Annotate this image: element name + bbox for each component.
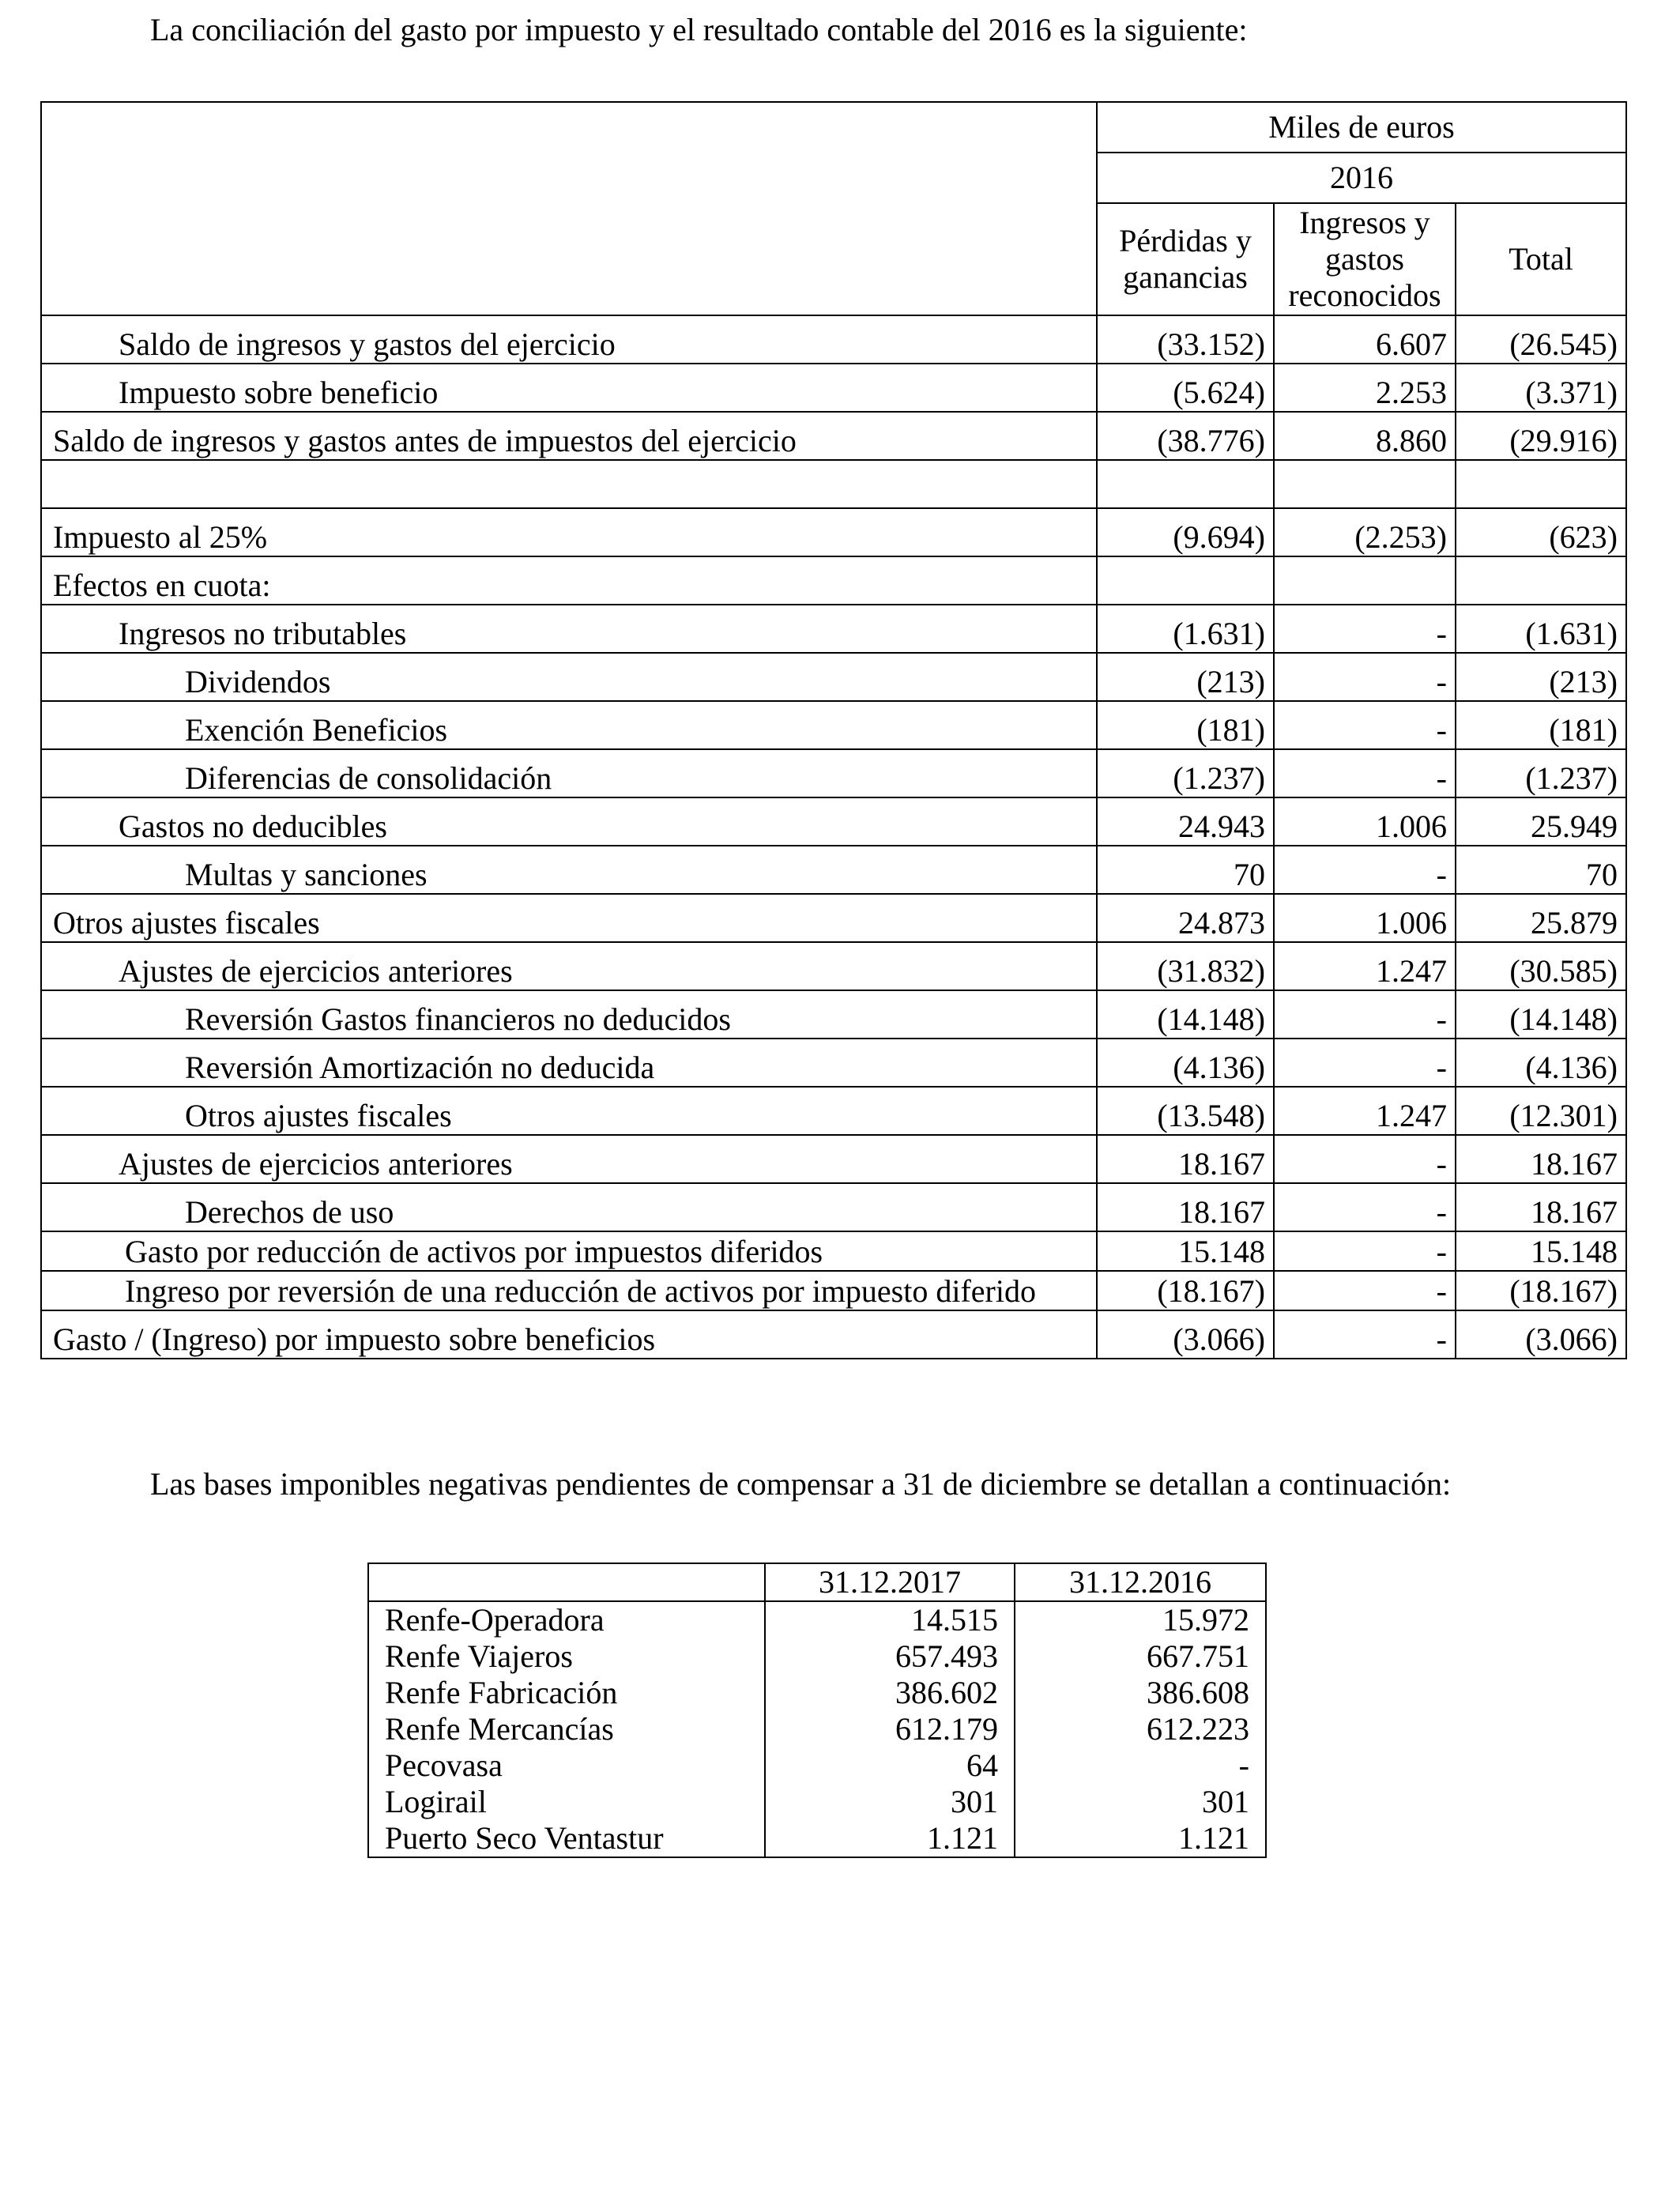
table-row: [41, 1183, 1626, 1231]
cell-total: 18.167: [1456, 1135, 1626, 1183]
table-row: [368, 1820, 1266, 1857]
cell-pg: 18.167: [1097, 1135, 1274, 1183]
row-label: Efectos en cuota:: [41, 556, 1097, 605]
row-label: Renfe Mercancías: [368, 1711, 765, 1747]
row-label: Renfe-Operadora: [368, 1601, 765, 1638]
cell-pg: (33.152): [1097, 315, 1274, 364]
cell-total: 15.148: [1456, 1231, 1626, 1271]
table-row: [41, 412, 1626, 460]
table-row: [368, 1711, 1266, 1747]
cell-pg: (3.066): [1097, 1310, 1274, 1359]
row-label: Saldo de ingresos y gastos del ejercicio: [41, 315, 1097, 364]
cell-pg: (1.631): [1097, 605, 1274, 653]
tax-reconciliation-table: [40, 101, 1627, 1359]
row-label: Renfe Viajeros: [368, 1638, 765, 1675]
table-row-empty: [41, 460, 1626, 508]
intro2-text: Las bases imponibles negativas pendientes de compensar a 31 de diciembre se detallan a continuación:: [150, 1466, 1452, 1502]
table-row: [368, 1747, 1266, 1784]
cell-total: (26.545): [1456, 315, 1626, 364]
cell-pg: 15.148: [1097, 1231, 1274, 1271]
cell-total: (181): [1456, 701, 1626, 749]
cell-total: 70: [1456, 846, 1626, 894]
cell-pg: (213): [1097, 653, 1274, 701]
cell-total: (14.148): [1456, 990, 1626, 1039]
cell-2016: 612.223: [1015, 1711, 1266, 1747]
cell-igr: 1.247: [1274, 942, 1456, 990]
cell-igr: -: [1274, 1183, 1456, 1231]
cell-igr: -: [1274, 1135, 1456, 1183]
row-label: Otros ajustes fiscales: [41, 1087, 1097, 1135]
cell-2017: 657.493: [765, 1638, 1015, 1675]
table-row: [41, 1310, 1626, 1359]
table-row: [41, 846, 1626, 894]
cell-igr: 6.607: [1274, 315, 1456, 364]
header-corner: [368, 1563, 765, 1601]
cell-igr: -: [1274, 1039, 1456, 1087]
cell-2016: -: [1015, 1747, 1266, 1784]
table-row: [41, 556, 1626, 605]
cell-pg: 24.873: [1097, 894, 1274, 942]
cell-total: 25.879: [1456, 894, 1626, 942]
row-label: Reversión Amortización no deducida: [41, 1039, 1097, 1087]
table-row: [368, 1638, 1266, 1675]
row-label: Logirail: [368, 1784, 765, 1820]
table-row: [41, 508, 1626, 556]
cell-2017: 386.602: [765, 1675, 1015, 1711]
cell-pg: 18.167: [1097, 1183, 1274, 1231]
table-row: [41, 1087, 1626, 1135]
cell-total: (213): [1456, 653, 1626, 701]
header-corner: [41, 102, 1097, 315]
header-year: 2016: [1097, 153, 1626, 203]
cell-total: (3.371): [1456, 364, 1626, 412]
row-label: Pecovasa: [368, 1747, 765, 1784]
cell-igr: -: [1274, 749, 1456, 797]
cell-igr: 1.247: [1274, 1087, 1456, 1135]
table-row: [41, 653, 1626, 701]
row-label: Derechos de uso: [41, 1183, 1097, 1231]
cell-igr: -: [1274, 1231, 1456, 1271]
row-label: Puerto Seco Ventastur: [368, 1820, 765, 1857]
row-label: Ajustes de ejercicios anteriores: [41, 942, 1097, 990]
row-label: Ingreso por reversión de una reducción de activos por impuesto diferido: [41, 1271, 1097, 1310]
cell-total: (4.136): [1456, 1039, 1626, 1087]
cell-2017: 301: [765, 1784, 1015, 1820]
cell-2016: 1.121: [1015, 1820, 1266, 1857]
cell-2016: 15.972: [1015, 1601, 1266, 1638]
row-label: Ingresos no tributables: [41, 605, 1097, 653]
col-header-2016: 31.12.2016: [1015, 1563, 1266, 1601]
intro-text: La conciliación del gasto por impuesto y el resultado contable del 2016 es la siguiente:: [150, 12, 1248, 47]
row-label: Reversión Gastos financieros no deducidos: [41, 990, 1097, 1039]
row-label: Impuesto sobre beneficio: [41, 364, 1097, 412]
cell-igr: -: [1274, 1310, 1456, 1359]
cell-2017: 64: [765, 1747, 1015, 1784]
cell-2017: 14.515: [765, 1601, 1015, 1638]
row-label: Diferencias de consolidación: [41, 749, 1097, 797]
table-row: [41, 605, 1626, 653]
cell-pg: (14.148): [1097, 990, 1274, 1039]
cell-total: (12.301): [1456, 1087, 1626, 1135]
cell-pg: (181): [1097, 701, 1274, 749]
table-row: [41, 797, 1626, 846]
cell-total: 25.949: [1456, 797, 1626, 846]
cell-igr: 1.006: [1274, 797, 1456, 846]
cell-igr: [1274, 460, 1456, 508]
col-header-total: Total: [1456, 203, 1626, 315]
table-row: [41, 1135, 1626, 1183]
cell-igr: -: [1274, 653, 1456, 701]
row-label: Exención Beneficios: [41, 701, 1097, 749]
table-row: [41, 990, 1626, 1039]
cell-total: (3.066): [1456, 1310, 1626, 1359]
row-label: Renfe Fabricación: [368, 1675, 765, 1711]
cell-pg: (1.237): [1097, 749, 1274, 797]
table-row: [41, 1231, 1626, 1271]
cell-total: (29.916): [1456, 412, 1626, 460]
cell-pg: (18.167): [1097, 1271, 1274, 1310]
cell-total: (623): [1456, 508, 1626, 556]
cell-pg: (5.624): [1097, 364, 1274, 412]
cell-igr: (2.253): [1274, 508, 1456, 556]
table-row: [41, 1271, 1626, 1310]
table-row: [41, 894, 1626, 942]
cell-igr: 1.006: [1274, 894, 1456, 942]
cell-total: (18.167): [1456, 1271, 1626, 1310]
cell-igr: -: [1274, 990, 1456, 1039]
table-row: [368, 1675, 1266, 1711]
row-label: Otros ajustes fiscales: [41, 894, 1097, 942]
cell-total: [1456, 460, 1626, 508]
row-label: Ajustes de ejercicios anteriores: [41, 1135, 1097, 1183]
cell-total: [1456, 556, 1626, 605]
cell-igr: -: [1274, 605, 1456, 653]
cell-pg: 24.943: [1097, 797, 1274, 846]
cell-2016: 667.751: [1015, 1638, 1266, 1675]
row-label: Multas y sanciones: [41, 846, 1097, 894]
cell-pg: (31.832): [1097, 942, 1274, 990]
cell-total: 18.167: [1456, 1183, 1626, 1231]
tax-loss-carryforward-table: [367, 1563, 1267, 1858]
table-row: [368, 1784, 1266, 1820]
cell-pg: (13.548): [1097, 1087, 1274, 1135]
col-header-pg: Pérdidas y ganancias: [1097, 203, 1274, 315]
header-units: Miles de euros: [1097, 102, 1626, 153]
table-row: [41, 1039, 1626, 1087]
table-row: [41, 942, 1626, 990]
table-row: [368, 1601, 1266, 1638]
row-label: Gasto por reducción de activos por impuestos diferidos: [41, 1231, 1097, 1271]
cell-igr: 8.860: [1274, 412, 1456, 460]
row-label: Dividendos: [41, 653, 1097, 701]
cell-igr: 2.253: [1274, 364, 1456, 412]
cell-total: (30.585): [1456, 942, 1626, 990]
cell-2016: 386.608: [1015, 1675, 1266, 1711]
cell-igr: -: [1274, 846, 1456, 894]
row-label: Impuesto al 25%: [41, 508, 1097, 556]
cell-igr: -: [1274, 1271, 1456, 1310]
cell-pg: (9.694): [1097, 508, 1274, 556]
col-header-igr: Ingresos y gastos reconocidos: [1274, 203, 1456, 315]
cell-2017: 1.121: [765, 1820, 1015, 1857]
cell-igr: -: [1274, 701, 1456, 749]
table-row: [41, 364, 1626, 412]
cell-pg: [1097, 460, 1274, 508]
cell-pg: (4.136): [1097, 1039, 1274, 1087]
table-row: [41, 315, 1626, 364]
row-label: Saldo de ingresos y gastos antes de impuestos del ejercicio: [41, 412, 1097, 460]
cell-pg: (38.776): [1097, 412, 1274, 460]
cell-total: (1.631): [1456, 605, 1626, 653]
cell-pg: [1097, 556, 1274, 605]
col-header-2017: 31.12.2017: [765, 1563, 1015, 1601]
cell-igr: [1274, 556, 1456, 605]
row-label: Gasto / (Ingreso) por impuesto sobre beneficios: [41, 1310, 1097, 1359]
cell-pg: 70: [1097, 846, 1274, 894]
row-label: [41, 460, 1097, 508]
cell-2017: 612.179: [765, 1711, 1015, 1747]
row-label: Gastos no deducibles: [41, 797, 1097, 846]
cell-2016: 301: [1015, 1784, 1266, 1820]
table-row: [41, 749, 1626, 797]
table-row: [41, 701, 1626, 749]
cell-total: (1.237): [1456, 749, 1626, 797]
